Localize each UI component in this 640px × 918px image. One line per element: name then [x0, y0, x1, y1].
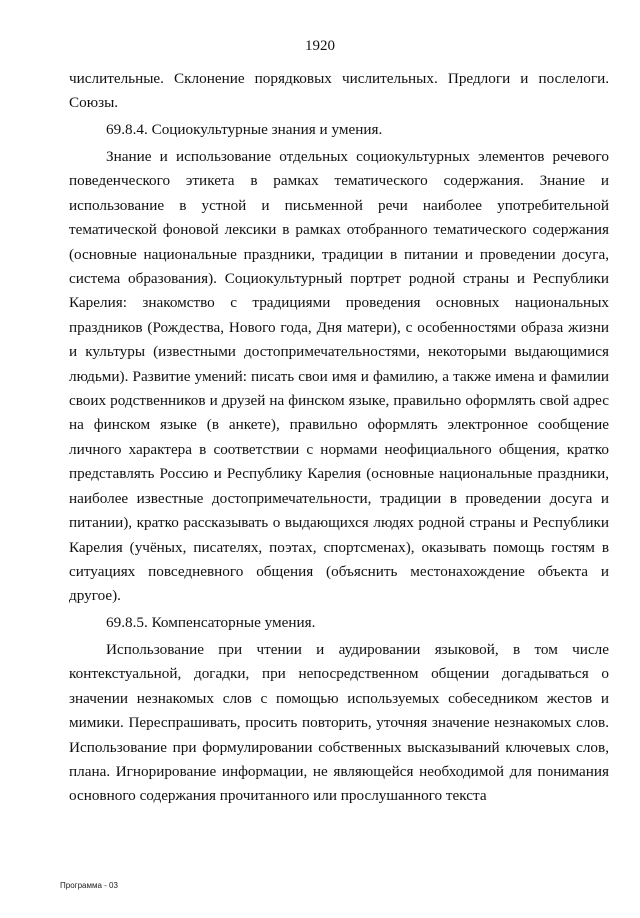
paragraph-sociocultural: Знание и использование отдельных социокультурных элементов речевого поведенческого этикета в рамках тематического содержания. Знание и использование в устной и письменной речи наиболее употребительной тематической фоновой лексики в рамках отобранного тематического содержания (основные национальные праздники, традиции в питании и проведении досуга, система образования). Социокультурный портрет родной страны и Республики Карелия: знакомство с традициями проведения основных национальных праздников (Рождества, Нового года, Дня матери), с особенностями образа жизни и культуры (известными достопримечательностями, некоторыми выдающимися людьми). Развитие умений: писать свои имя и фамилию, а также имена и фамилии своих родственников и друзей на финском языке, правильно оформлять свой адрес на финском языке (в анкете), правильно оформлять электронное сообщение личного характера в соответствии с нормами неофициального общения, кратко представлять Россию и Республику Карелия (основные национальные праздники, наиболее известные достопримечательности, традиции в проведении досуга и питании), кратко рассказывать о выдающихся людях родной страны и Республики Карелия (учёных, писателях, поэтах, спортсменах), оказывать помощь гостям в ситуациях повседневного общения (объяснить местонахождение объекта и другое).: [69, 148, 609, 605]
page-footer: Программа - 03: [60, 881, 118, 890]
paragraph-continuation: числительные. Склонение порядковых числительных. Предлоги и послелоги. Союзы.: [69, 70, 609, 112]
section-heading-sociocultural: 69.8.4. Социокультурные знания и умения.: [106, 121, 383, 139]
document-body: [69, 67, 609, 811]
section-heading-compensatory: 69.8.5. Компенсаторные умения.: [106, 614, 316, 632]
paragraph-compensatory: Использование при чтении и аудировании языковой, в том числе контекстуальной, догадки, при непосредственном общении догадываться о значении незнакомых слов с помощью используемых собеседником жестов и мимики. Переспрашивать, просить повторить, уточняя значение незнакомых слов. Использование при формулировании собственных высказываний ключевых слов, плана. Игнорирование информации, не являющейся необходимой для понимания основного содержания прочитанного или прослушанного текста: [69, 640, 609, 805]
page-number: 1920: [305, 38, 335, 54]
